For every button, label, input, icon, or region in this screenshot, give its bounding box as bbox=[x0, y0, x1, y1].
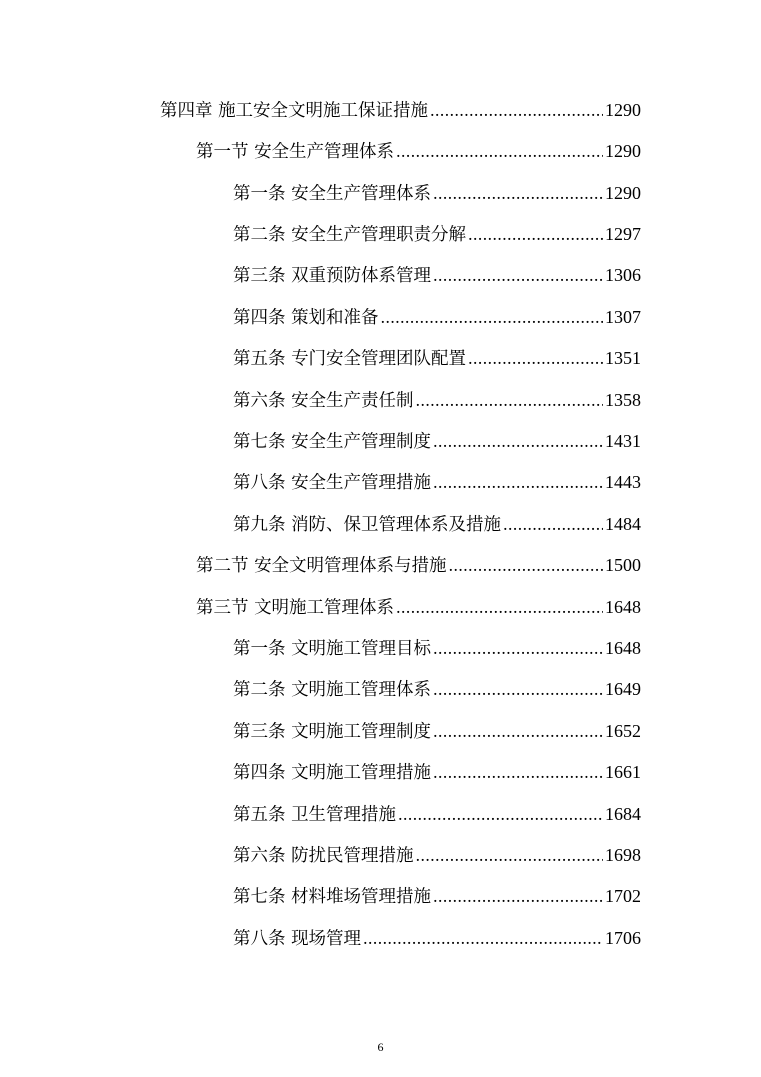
toc-entry-page: 1484 bbox=[605, 514, 641, 534]
toc-entry-page: 1290 bbox=[605, 183, 641, 203]
toc-leader-dots bbox=[363, 923, 603, 953]
toc-leader-dots bbox=[433, 674, 603, 704]
toc-leader-dots bbox=[433, 881, 603, 911]
toc-leader-dots bbox=[433, 426, 603, 456]
toc-entry-article[interactable] bbox=[233, 757, 641, 787]
toc-entry-article[interactable] bbox=[233, 840, 641, 870]
toc-entry-article[interactable] bbox=[233, 343, 641, 373]
toc-entry-article[interactable] bbox=[233, 799, 641, 829]
toc-entry-label: 第四条 策划和准备 bbox=[233, 308, 379, 328]
toc-leader-dots bbox=[398, 799, 603, 829]
toc-entry-article[interactable] bbox=[233, 633, 641, 663]
toc-leader-dots bbox=[433, 716, 603, 746]
toc-entry-page: 1290 bbox=[605, 141, 641, 161]
toc-entry-page: 1702 bbox=[605, 886, 641, 906]
toc-entry-label: 第四条 文明施工管理措施 bbox=[233, 763, 432, 783]
toc-entry-label: 第一节 安全生产管理体系 bbox=[196, 142, 395, 162]
toc-entry-article[interactable] bbox=[233, 674, 641, 704]
toc-entry-page: 1358 bbox=[605, 390, 641, 410]
toc-entry-article[interactable] bbox=[233, 426, 641, 456]
toc-leader-dots bbox=[396, 136, 603, 166]
toc-entry-label: 第六条 安全生产责任制 bbox=[233, 391, 414, 411]
toc-entry-page: 1306 bbox=[605, 265, 641, 285]
toc-entry-article[interactable] bbox=[233, 716, 641, 746]
toc-leader-dots bbox=[449, 550, 603, 580]
toc-leader-dots bbox=[381, 302, 603, 332]
toc-entry-article[interactable] bbox=[233, 923, 641, 953]
toc-leader-dots bbox=[433, 633, 603, 663]
toc-entry-label: 第二条 安全生产管理职责分解 bbox=[233, 225, 467, 245]
toc-entry-label: 第三条 文明施工管理制度 bbox=[233, 722, 432, 742]
toc-entry-label: 第九条 消防、保卫管理体系及措施 bbox=[233, 515, 502, 535]
toc-leader-dots bbox=[416, 385, 603, 415]
toc-entry-section-1[interactable] bbox=[196, 136, 641, 166]
toc-leader-dots bbox=[416, 840, 603, 870]
toc-entry-article[interactable] bbox=[233, 178, 641, 208]
toc-entry-page: 1431 bbox=[605, 431, 641, 451]
toc-entry-page: 1684 bbox=[605, 804, 641, 824]
toc-entry-label: 第七条 安全生产管理制度 bbox=[233, 432, 432, 452]
toc-leader-dots bbox=[433, 757, 603, 787]
toc-entry-article[interactable] bbox=[233, 881, 641, 911]
toc-leader-dots bbox=[468, 219, 603, 249]
toc-entry-label: 第二条 文明施工管理体系 bbox=[233, 680, 432, 700]
toc-entry-label: 第三节 文明施工管理体系 bbox=[196, 598, 395, 618]
toc-entry-page: 1649 bbox=[605, 679, 641, 699]
toc-entry-page: 1500 bbox=[605, 555, 641, 575]
toc-entry-label: 第一条 文明施工管理目标 bbox=[233, 639, 432, 659]
toc-entry-page: 1698 bbox=[605, 845, 641, 865]
toc-entry-section-2[interactable] bbox=[196, 550, 641, 580]
toc-entry-page: 1648 bbox=[605, 597, 641, 617]
toc-leader-dots bbox=[430, 95, 603, 125]
toc-entry-label: 第八条 安全生产管理措施 bbox=[233, 473, 432, 493]
toc-entry-article[interactable] bbox=[233, 467, 641, 497]
page-number: 6 bbox=[377, 1040, 384, 1054]
toc-entry-label: 第二节 安全文明管理体系与措施 bbox=[196, 556, 447, 576]
toc-entry-page: 1661 bbox=[605, 762, 641, 782]
toc-leader-dots bbox=[503, 509, 603, 539]
toc-entry-page: 1706 bbox=[605, 928, 641, 948]
toc-entry-label: 第六条 防扰民管理措施 bbox=[233, 846, 414, 866]
toc-entry-article[interactable] bbox=[233, 509, 641, 539]
toc-entry-article[interactable] bbox=[233, 260, 641, 290]
toc-entry-page: 1290 bbox=[605, 100, 641, 120]
toc-entry-label: 第五条 专门安全管理团队配置 bbox=[233, 349, 467, 369]
toc-entry-label: 第四章 施工安全文明施工保证措施 bbox=[160, 101, 429, 121]
toc-leader-dots bbox=[433, 178, 603, 208]
toc-entry-article[interactable] bbox=[233, 219, 641, 249]
toc-leader-dots bbox=[396, 592, 603, 622]
toc-leader-dots bbox=[433, 467, 603, 497]
toc-leader-dots bbox=[433, 260, 603, 290]
toc-entry-label: 第五条 卫生管理措施 bbox=[233, 805, 397, 825]
toc-entry-page: 1443 bbox=[605, 472, 641, 492]
toc-entry-page: 1652 bbox=[605, 721, 641, 741]
toc-entry-label: 第七条 材料堆场管理措施 bbox=[233, 887, 432, 907]
toc-entry-label: 第一条 安全生产管理体系 bbox=[233, 184, 432, 204]
toc-entry-article[interactable] bbox=[233, 385, 641, 415]
toc-entry-chapter-4[interactable] bbox=[160, 95, 641, 125]
toc-entry-page: 1307 bbox=[605, 307, 641, 327]
toc-entry-page: 1648 bbox=[605, 638, 641, 658]
toc-entry-article[interactable] bbox=[233, 302, 641, 332]
toc-entry-page: 1351 bbox=[605, 348, 641, 368]
toc-entry-label: 第三条 双重预防体系管理 bbox=[233, 266, 432, 286]
toc-leader-dots bbox=[468, 343, 603, 373]
toc-entry-label: 第八条 现场管理 bbox=[233, 929, 362, 949]
toc-entry-page: 1297 bbox=[605, 224, 641, 244]
toc-entry-section-3[interactable] bbox=[196, 592, 641, 622]
